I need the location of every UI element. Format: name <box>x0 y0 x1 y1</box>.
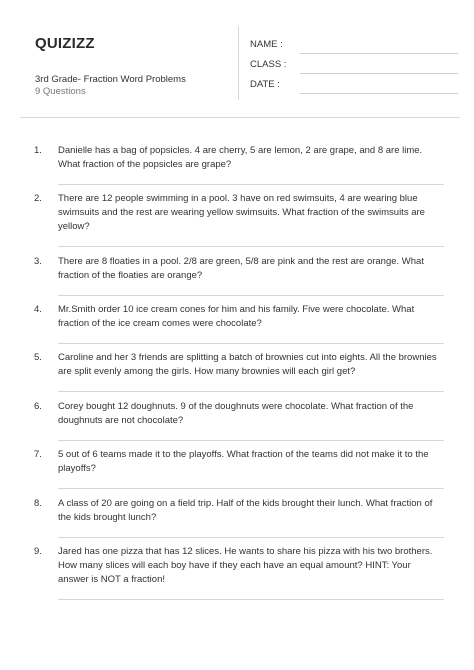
question-number: 1. <box>34 145 42 156</box>
question-number: 2. <box>34 193 42 204</box>
name-line <box>300 53 458 54</box>
answer-line[interactable] <box>58 599 444 600</box>
question-number: 4. <box>34 304 42 315</box>
question-number: 7. <box>34 449 42 460</box>
answer-line[interactable] <box>58 184 444 185</box>
question-text: Jared has one pizza that has 12 slices. He wants to share his pizza with his two brothers. How many slices will each boy have if they each have an equal amount? HINT: Your answer is NOT a fraction! <box>58 546 433 585</box>
question-text: Caroline and her 3 friends are splitting a batch of brownies cut into eights. All the brownies are split evenly among the girls. How many brownies will each girl get? <box>58 352 437 377</box>
answer-line[interactable] <box>58 343 444 344</box>
title-block <box>35 74 235 98</box>
question-text: A class of 20 are going on a field trip. Half of the kids brought their lunch. What fraction of the kids brought lunch? <box>58 498 433 523</box>
question-text: 5 out of 6 teams made it to the playoffs. What fraction of the teams did not make it to the playoffs? <box>58 449 429 474</box>
answer-line[interactable] <box>58 246 444 247</box>
question-number: 3. <box>34 256 42 267</box>
header-rule <box>20 117 460 118</box>
question-number: 8. <box>34 498 42 509</box>
answer-line[interactable] <box>58 537 444 538</box>
date-label: DATE : <box>250 79 280 90</box>
worksheet-header <box>20 22 440 106</box>
question-number: 5. <box>34 352 42 363</box>
answer-line[interactable] <box>58 440 444 441</box>
class-label: CLASS : <box>250 59 287 70</box>
answer-line[interactable] <box>58 488 444 489</box>
worksheet-title: 3rd Grade- Fraction Word Problems <box>35 74 186 85</box>
quizizz-logo: QUIZIZZ <box>35 35 95 52</box>
question-text: Mr.Smith order 10 ice cream cones for him and his family. Five were chocolate. What fraction of the ice cream comes were chocolate? <box>58 304 415 329</box>
answer-line[interactable] <box>58 295 444 296</box>
question-text: Danielle has a bag of popsicles. 4 are cherry, 5 are lemon, 2 are grape, and 8 are lime. What fraction of the popsicles are grape? <box>58 145 423 170</box>
class-line <box>300 73 458 74</box>
question-number: 9. <box>34 546 42 557</box>
question-number: 6. <box>34 401 42 412</box>
name-label: NAME : <box>250 39 283 50</box>
answer-line[interactable] <box>58 391 444 392</box>
question-text: Corey bought 12 doughnuts. 9 of the doughnuts were chocolate. What fraction of the doughnuts are not chocolate? <box>58 401 414 426</box>
date-field[interactable] <box>250 76 458 94</box>
question-text: There are 8 floaties in a pool. 2/8 are green, 5/8 are pink and the rest are orange. What fraction of the floaties are orange? <box>58 256 424 281</box>
question-text: There are 12 people swimming in a pool. 3 have on red swimsuits, 4 are wearing blue swimsuits and the rest are wearing yellow swimsuits. What fraction of the swimsuits are yellow? <box>58 193 425 232</box>
question-count: 9 Questions <box>35 86 86 97</box>
header-divider <box>238 26 239 100</box>
class-field[interactable] <box>250 56 458 74</box>
name-field[interactable] <box>250 36 458 54</box>
date-line <box>300 93 458 94</box>
